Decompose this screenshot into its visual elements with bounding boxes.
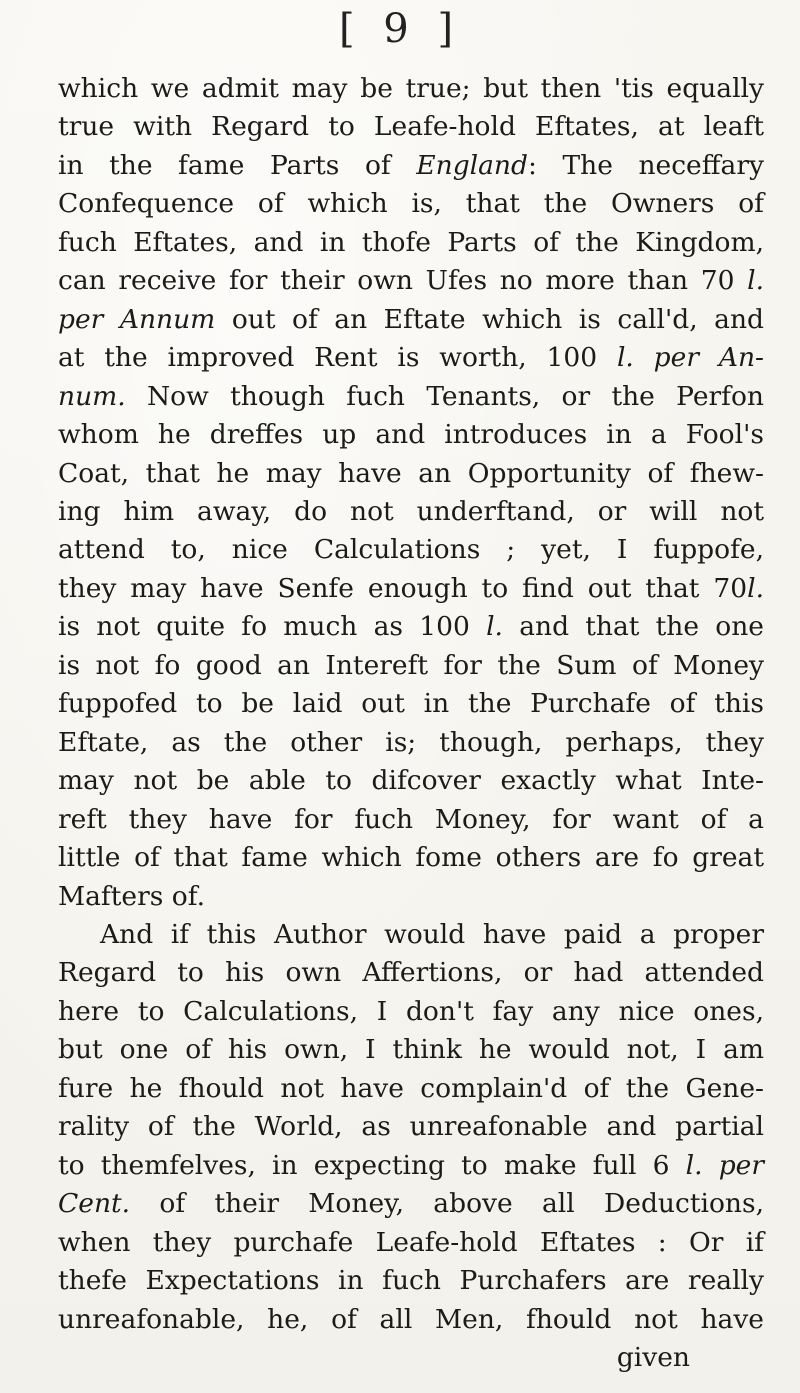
text-line: num. Now though fuch Tenants, or the Perfon — [58, 380, 764, 412]
text-line: reft they have for fuch Money, for want of a — [58, 803, 764, 835]
text-line: may not be able to difcover exactly what Inte- — [58, 765, 764, 797]
text-line: unreafonable, he, of all Men, fhould not have — [58, 1303, 764, 1335]
text-line: Confequence of which is, that the Owners of — [58, 188, 764, 220]
text-line: fuch Eftates, and in thofe Parts of the Kingdom, — [58, 226, 764, 258]
text-line: is not fo good an Intereft for the Sum of Money — [58, 649, 764, 681]
text-line: whom he dreffes up and introduces in a Fool's — [58, 419, 764, 451]
text-line: Mafters of. — [58, 880, 206, 912]
text-line: can receive for their own Ufes no more than 70 l. — [58, 265, 764, 297]
text-line: to themfelves, in expecting to make full 6 l. per — [58, 1149, 765, 1181]
text-line: fure he fhould not have complain'd of the Gene- — [58, 1072, 764, 1104]
text-line: when they purchafe Leafe-hold Eftates : Or if — [58, 1226, 764, 1258]
text-line: here to Calculations, I don't fay any nice ones, — [58, 995, 764, 1027]
text-line: at the improved Rent is worth, 100 l. per An- — [58, 342, 764, 374]
text-line: thefe Expectations in fuch Purchafers are really — [58, 1265, 764, 1297]
page-number: [ 9 ] — [338, 6, 462, 52]
body-text — [58, 70, 764, 1377]
text-line: rality of the World, as unreafonable and partial — [58, 1111, 764, 1143]
text-line: fuppofed to be laid out in the Purchafe of this — [58, 688, 764, 720]
text-line: ing him away, do not underftand, or will not — [58, 495, 764, 527]
text-line: Regard to his own Affertions, or had attended — [58, 957, 764, 989]
text-line: true with Regard to Leafe-hold Eftates, at leaft — [58, 111, 764, 143]
text-line: but one of his own, I think he would not, I am — [58, 1034, 764, 1066]
text-line: attend to, nice Calculations ; yet, I fuppofe, — [58, 534, 764, 566]
text-line: Coat, that he may have an Opportunity of fhew- — [58, 457, 764, 489]
text-line: Eftate, as the other is; though, perhaps, they — [58, 726, 764, 758]
text-line: per Annum out of an Eftate which is call'd, and — [58, 303, 764, 335]
text-line: which we admit may be true; but then 'tis equally — [58, 73, 764, 104]
text-line: Cent. of their Money, above all Deductions, — [58, 1188, 764, 1220]
text-line: And if this Author would have paid a proper — [100, 918, 764, 950]
text-line: they may have Senfe enough to find out that 70l. — [58, 572, 764, 604]
catchword: given — [616, 1341, 690, 1373]
text-line: is not quite fo much as 100 l. and that the one — [58, 611, 764, 643]
text-line: in the fame Parts of England: The neceffary — [58, 149, 764, 181]
text-line: little of that fame which fome others are fo great — [58, 842, 764, 874]
